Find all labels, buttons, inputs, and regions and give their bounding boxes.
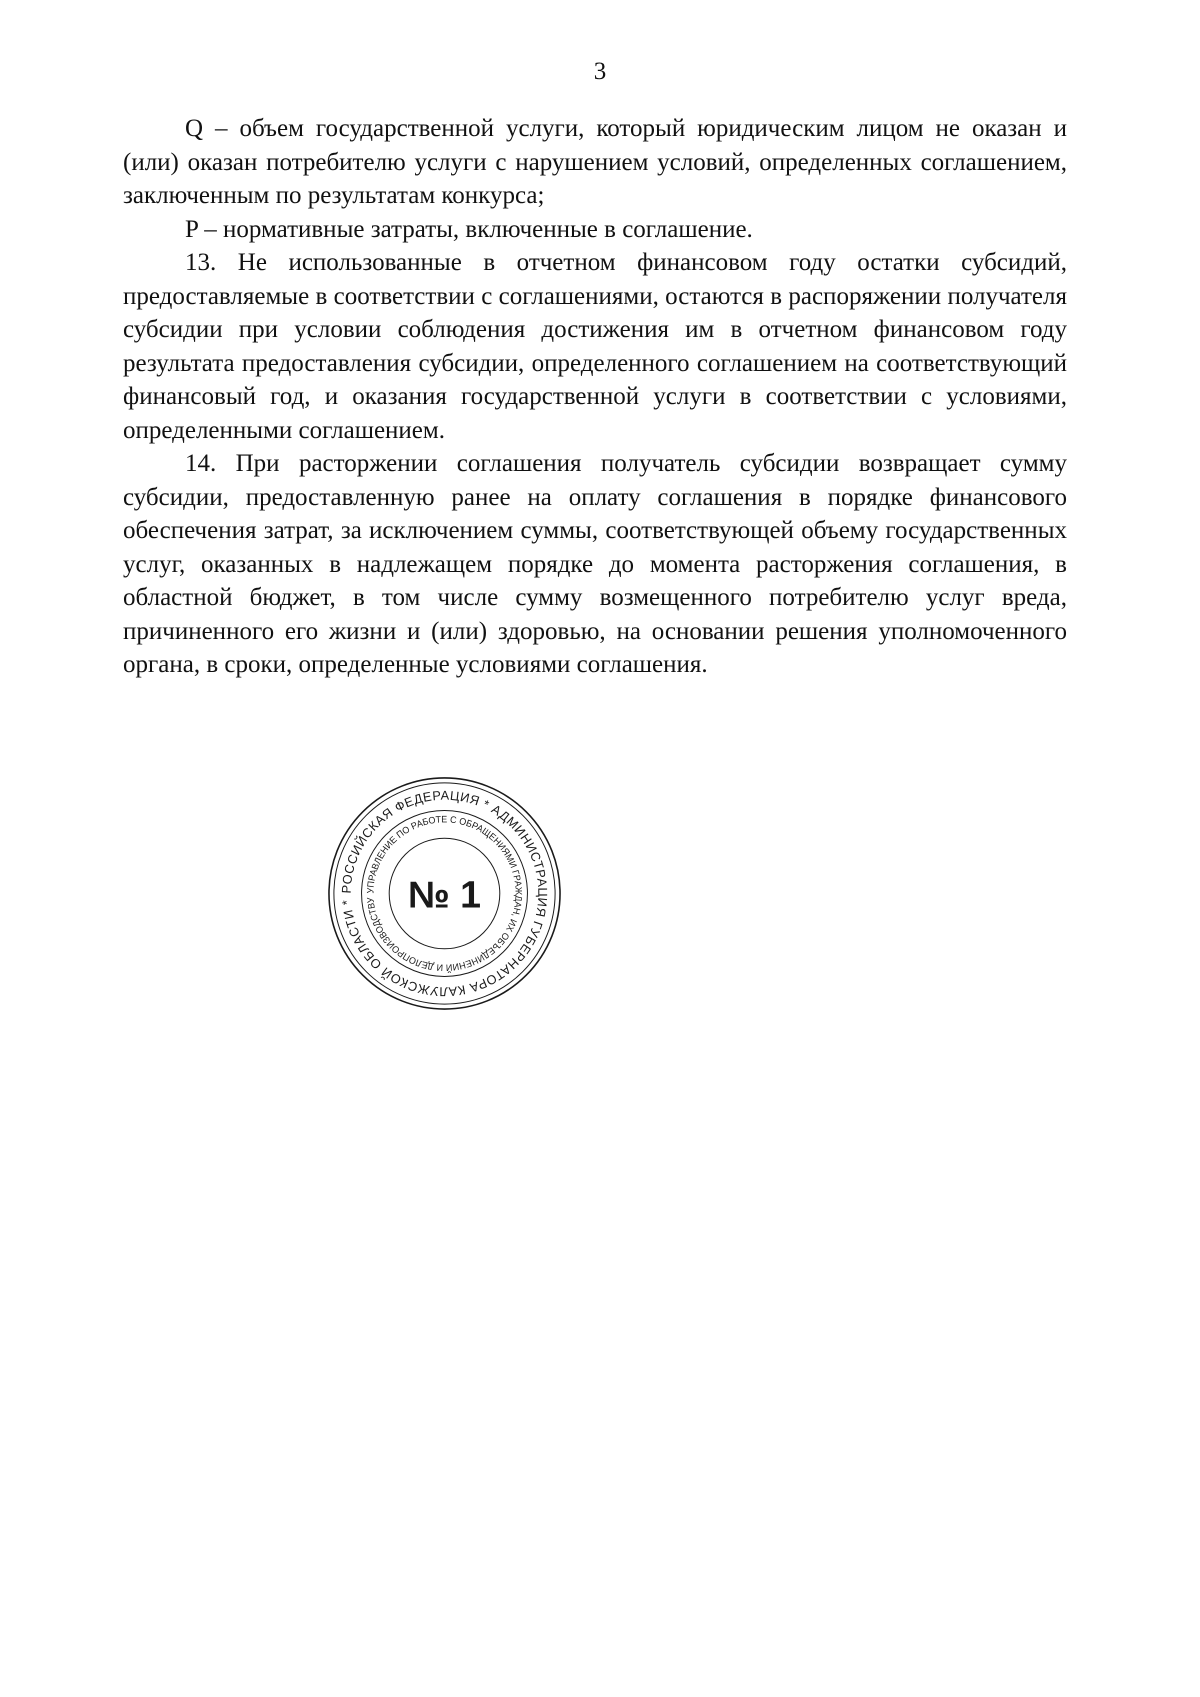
document-body (123, 112, 1067, 682)
paragraph-14: 14. При расторжении соглашения получатель субсидии возвращает сумму субсидии, предоставленную ранее на оплату соглашения в порядке финансового обеспечения затрат, за исключением суммы, соответствующей объему государственных услуг, оказанных в надлежащем порядке до момента расторжения соглашения, в областной бюджет, в том числе сумму возмещенного потребителю услуг вреда, причиненного его жизни и (или) здоровью, на основании решения уполномоченного органа, в сроки, определенные условиями соглашения. (123, 450, 1067, 678)
page-number: 3 (593, 58, 607, 85)
stamp-inner-text: УПРАВЛЕНИЕ ПО РАБОТЕ С ОБРАЩЕНИЯМИ ГРАЖДАН, ИХ ОБЪЕДИНЕНИЙ И ДЕЛОПРОИЗВОДСТВУ (365, 814, 524, 973)
paragraph-13: 13. Не использованные в отчетном финансовом году остатки субсидий, предоставляемые в соответствии с соглашениями, остаются в распоряжении получателя субсидии при условии соблюдения достижения им в отчетном финансовом году результата предоставления субсидии, определенного соглашением на соответствующий финансовый год, и оказания государственной услуги в соответствии с условиями, определенными соглашением. (123, 249, 1067, 444)
stamp-outer-text: РОССИЙСКАЯ ФЕДЕРАЦИЯ * АДМИНИСТРАЦИЯ ГУБЕРНАТОРА КАЛУЖСКОЙ ОБЛАСТИ * (338, 787, 551, 1000)
stamp-center-number: № 1 (407, 873, 482, 916)
paragraph-q-definition: Q – объем государственной услуги, который юридическим лицом не оказан и (или) оказан потребителю услуги с нарушением условий, определенных соглашением, заключенным по результатам конкурса; (123, 115, 1067, 209)
official-stamp (326, 775, 563, 1012)
paragraph-p-definition: P – нормативные затраты, включенные в соглашение. (185, 215, 753, 243)
